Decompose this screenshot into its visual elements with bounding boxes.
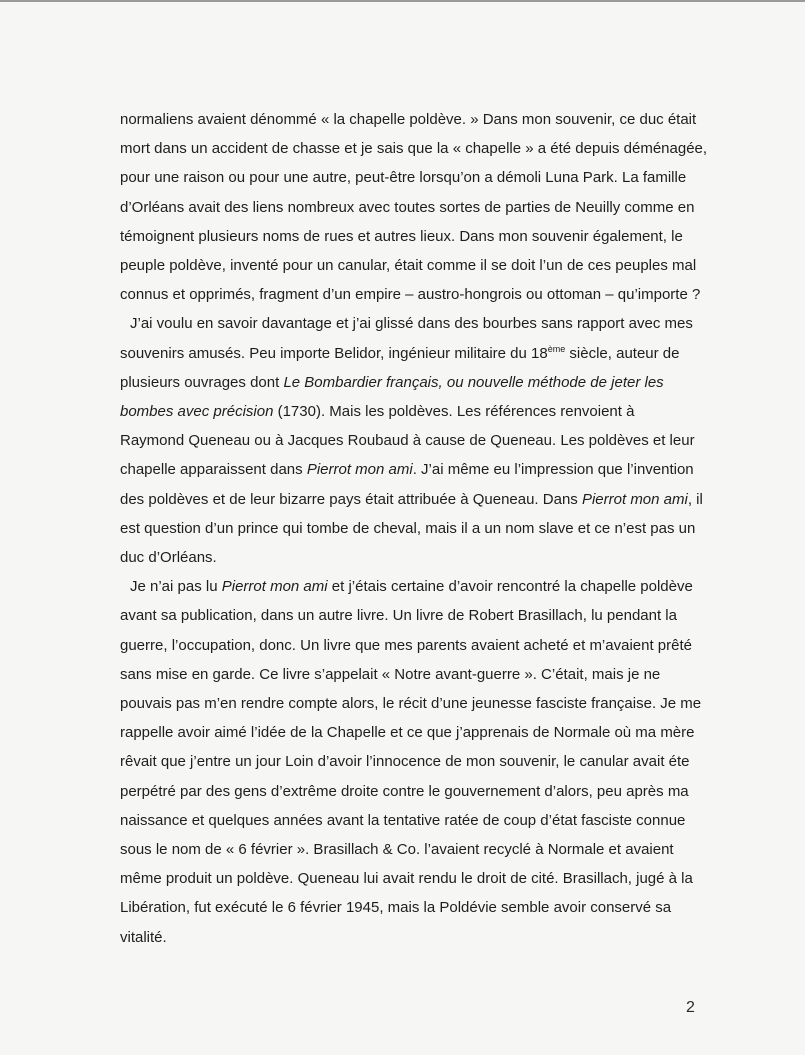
book-title: Pierrot mon ami: [221, 578, 328, 596]
text-line: est question d’un prince qui tombe de cheval, mais il a un nom slave et ce n’est pas un: [120, 519, 696, 537]
text-line: témoignent plusieurs noms de rues et autres lieux. Dans mon souvenir également, le: [120, 227, 683, 245]
text-line: Libération, fut exécuté le 6 février 1945, mais la Poldévie semble avoir conservé sa: [120, 899, 672, 917]
text-line: Raymond Queneau ou à Jacques Roubaud à cause de Queneau. Les poldèves et leur: [120, 432, 695, 450]
text-line: [120, 485, 703, 514]
text-line: d’Orléans avait des liens nombreux avec toutes sortes de parties de Neuilly comme en: [120, 198, 695, 216]
text-run: siècle, auteur de: [565, 344, 680, 362]
text-line: [120, 397, 700, 426]
body-text: [120, 105, 708, 952]
text-line: [120, 368, 700, 397]
text-line: mort dans un accident de chasse et je sais que la « chapelle » a été depuis déménagée,: [120, 140, 708, 158]
text-line: peuple poldève, inventé pour un canular, était comme il se doit l’un de ces peuples mal: [120, 257, 697, 275]
text-line: rappelle avoir aimé l’idée de la Chapelle et ce que j’apprenais de Normale où ma mère: [120, 724, 695, 742]
text-line: normaliens avaient dénommé « la chapelle poldève. » Dans mon souvenir, ce duc était: [120, 111, 697, 128]
page-number: 2: [686, 999, 695, 1016]
text-line: rêvait que j’entre un jour Loin d’avoir l’innocence de mon souvenir, le canular avait éte: [120, 753, 690, 771]
text-line: [120, 572, 700, 601]
text-run: . J’ai même eu l’impression que l’invention: [412, 461, 694, 479]
text-run: , il: [687, 490, 703, 508]
text-run: souvenirs amusés. Peu importe Belidor, ingénieur militaire du 18: [120, 344, 548, 362]
book-title: Pierrot mon ami: [306, 461, 413, 479]
text-run: des poldèves et de leur bizarre pays était attribuée à Queneau. Dans: [120, 490, 578, 508]
book-title: bombes avec précision: [120, 403, 274, 421]
text-line: pour une raison ou pour une autre, peut-être lorsqu’on a démoli Luna Park. La famille: [120, 169, 687, 187]
text-run: plusieurs ouvrages dont: [120, 373, 280, 391]
text-line: J’ai voulu en savoir davantage et j’ai glissé dans des bourbes sans rapport avec mes: [130, 315, 693, 333]
text-line: [120, 339, 700, 368]
text-line: vitalité.: [120, 928, 167, 946]
text-line: avant sa publication, dans un autre livre. Un livre de Robert Brasillach, lu pendant la: [120, 607, 677, 625]
text-line: naissance et quelques années avant la tentative ratée de coup d’état fasciste connue: [120, 811, 686, 829]
text-run: (1730). Mais les poldèves. Les références renvoient à: [273, 403, 635, 421]
text-line: pouvais pas m’en rendre compte alors, le récit d’une jeunesse fasciste française. Je me: [120, 695, 702, 713]
superscript: ème: [547, 343, 566, 354]
text-line: sans mise en garde. Ce livre s’appelait « Notre avant-guerre ». C’était, mais je ne: [120, 665, 661, 683]
text-run: Je n’ai pas lu: [130, 578, 218, 596]
book-title: Pierrot mon ami: [581, 490, 688, 508]
book-title: Le Bombardier français, ou nouvelle méthode de jeter les: [283, 373, 664, 391]
text-line: perpétré par des gens d’extrême droite contre le gouvernement d’alors, peu après ma: [120, 782, 689, 800]
text-run: et j’étais certaine d’avoir rencontré la chapelle poldève: [327, 578, 693, 596]
text-line: connus et opprimés, fragment d’un empire – austro-hongrois ou ottoman – qu’importe ?: [120, 286, 701, 304]
text-line: duc d’Orléans.: [120, 549, 217, 567]
text-run: chapelle apparaissent dans: [120, 461, 303, 479]
text-line: sous le nom de « 6 février ». Brasillach & Co. l’avaient recyclé à Normale et avaient: [120, 841, 674, 859]
text-line: guerre, l’occupation, donc. Un livre que mes parents avaient acheté et m’avaient prêté: [120, 636, 692, 654]
text-line: même produit un poldève. Queneau lui avait rendu le droit de cité. Brasillach, jugé à la: [120, 870, 693, 888]
text-line: [120, 455, 700, 484]
